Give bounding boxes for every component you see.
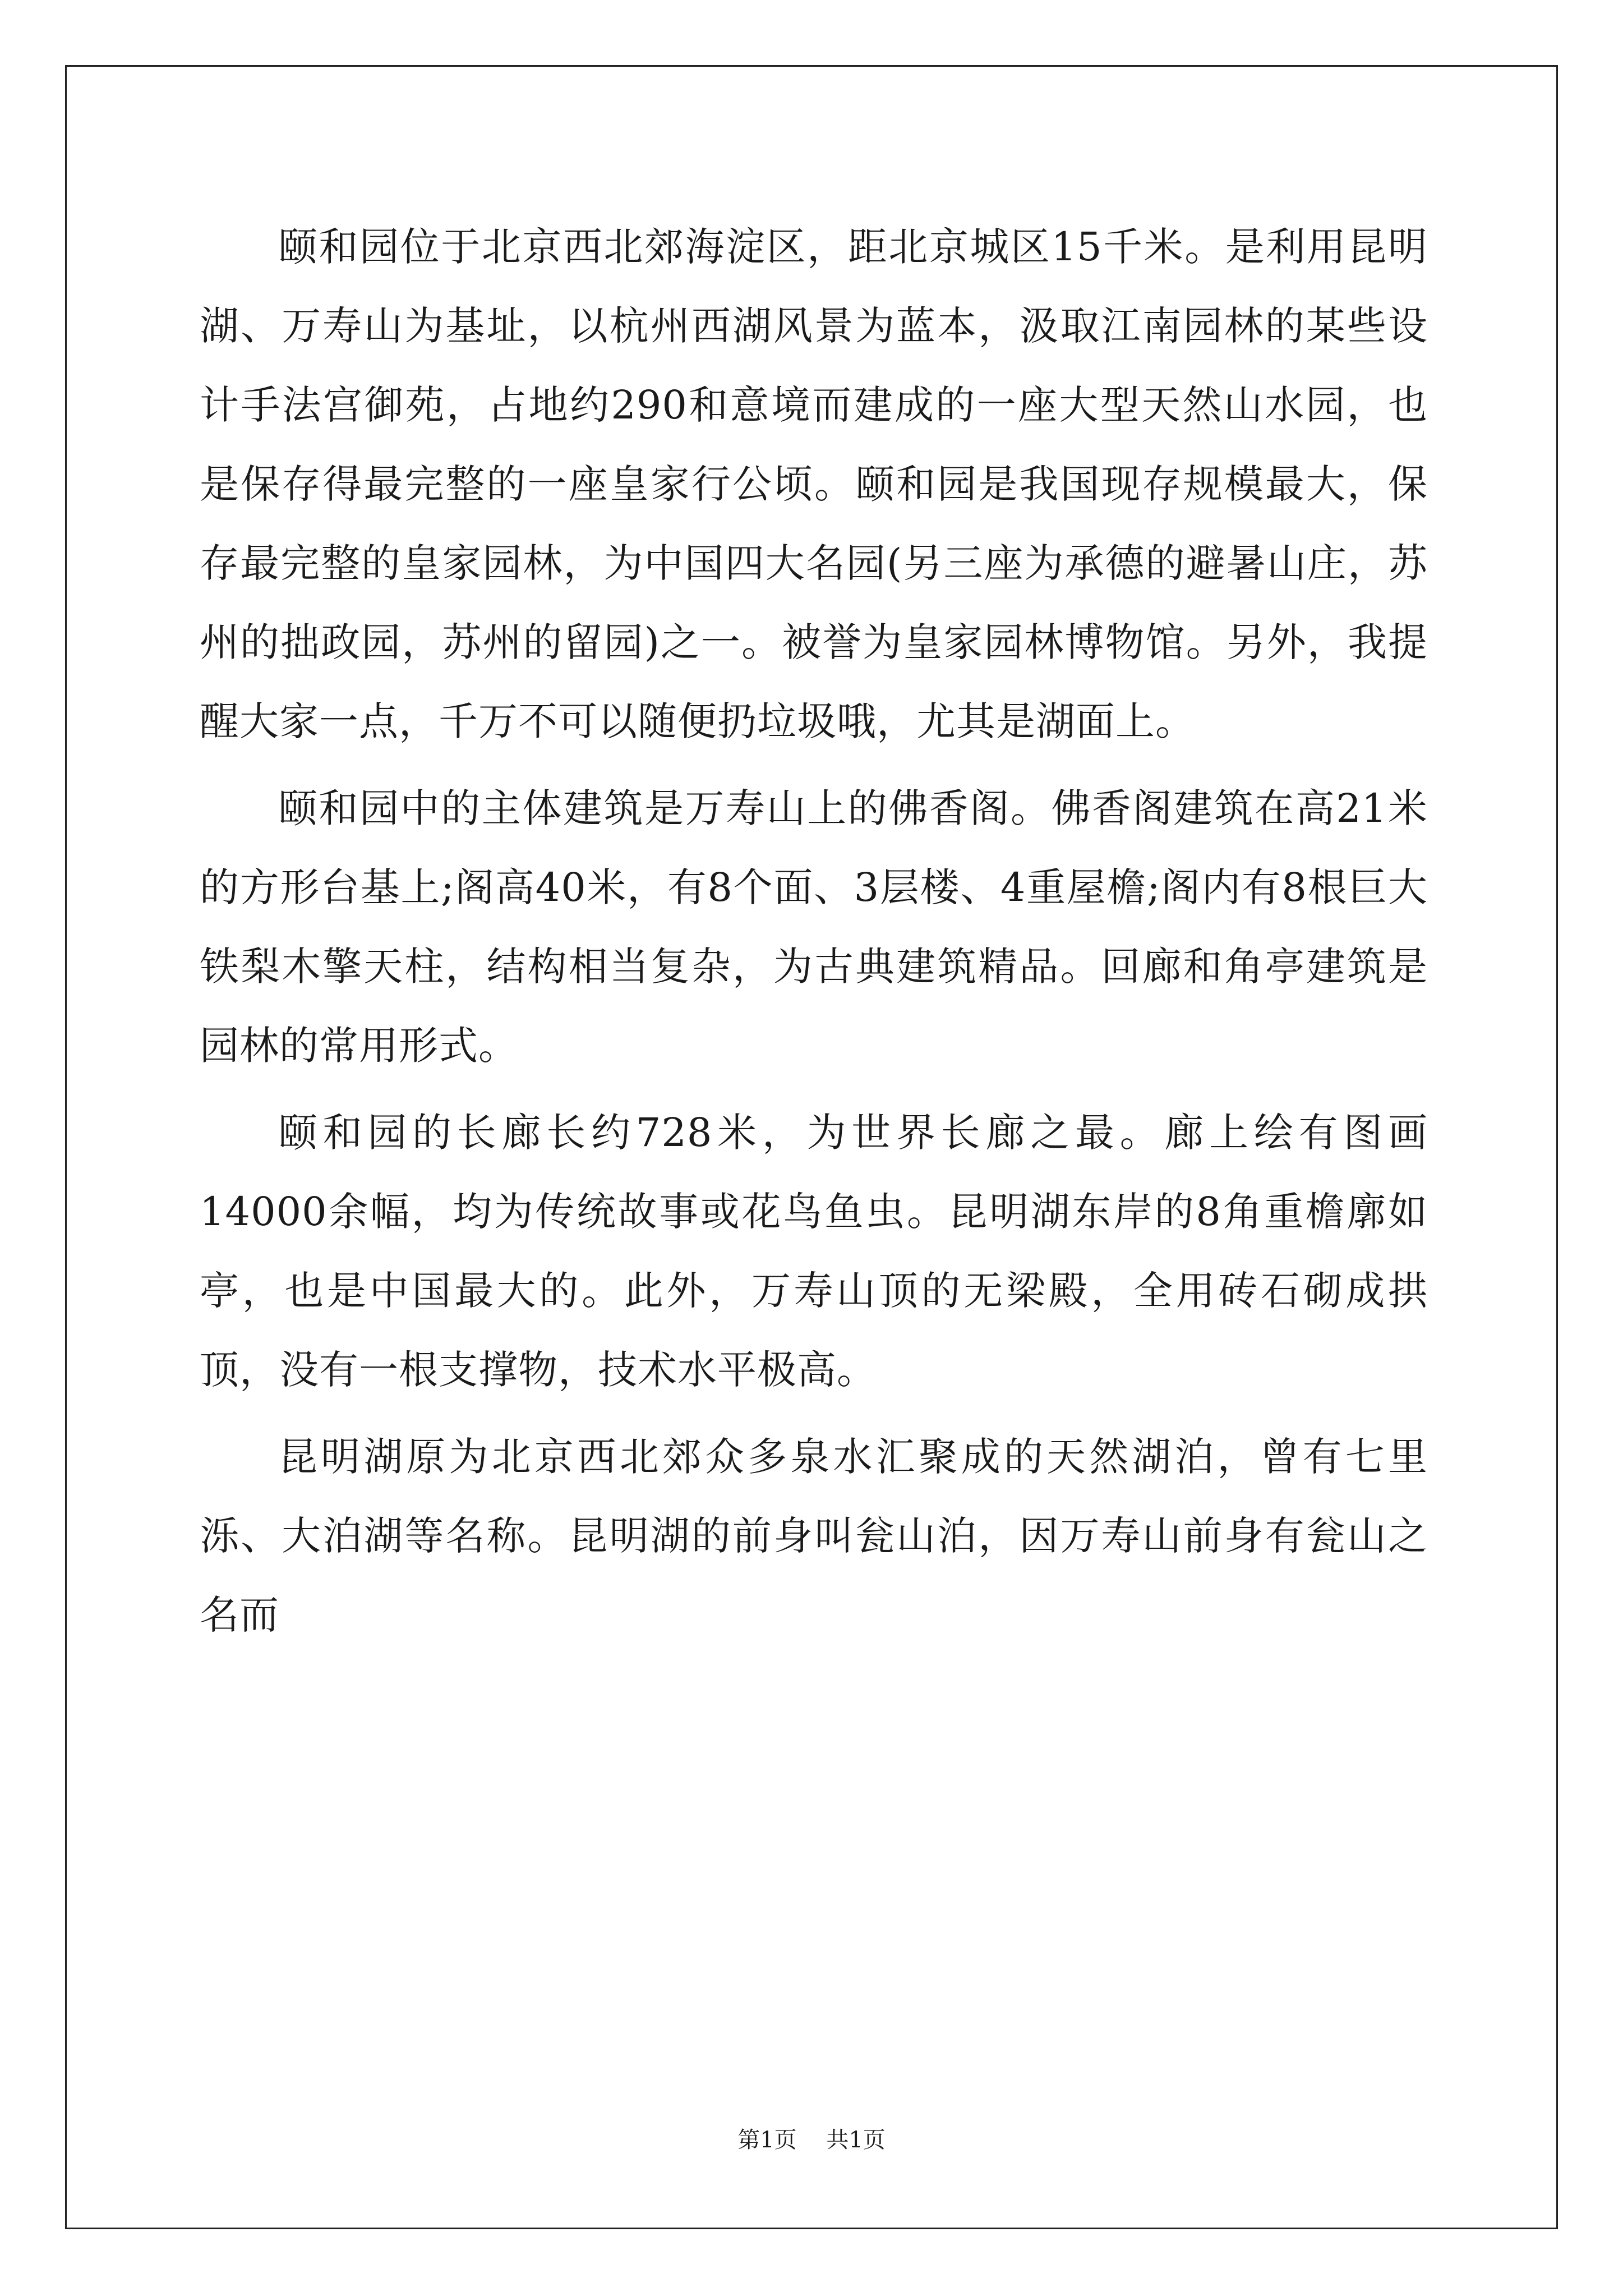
document-body — [200, 208, 1428, 1663]
paragraph-1: 颐和园位于北京西北郊海淀区，距北京城区15千米。是利用昆明湖、万寿山为基址，以杭州西湖风景为蓝本，汲取江南园林的某些设计手法宫御苑，占地约290和意境而建成的一座大型天然山水园，也是保存得最完整的一座皇家行公顷。颐和园是我国现存规模最大，保存最完整的皇家园林，为中国四大名园(另三座为承德的避暑山庄，苏州的拙政园，苏州的留园)之一。被誉为皇家园林博物馆。另外，我提醒大家一点，千万不可以随便扔垃圾哦，尤其是湖面上。 — [200, 224, 1428, 744]
page-footer — [0, 2126, 1623, 2154]
page-total: 共1页 — [826, 2127, 886, 2153]
paragraph-3: 颐和园的长廊长约728米，为世界长廊之最。廊上绘有图画14000余幅，均为传统故事或花鸟鱼虫。昆明湖东岸的8角重檐廓如亭，也是中国最大的。此外，万寿山顶的无梁殿，全用砖石砌成拱顶，没有一根支撑物，技术水平极高。 — [200, 1110, 1428, 1393]
paragraph-2: 颐和园中的主体建筑是万寿山上的佛香阁。佛香阁建筑在高21米的方形台基上;阁高40米，有8个面、3层楼、4重屋檐;阁内有8根巨大铁梨木擎天柱，结构相当复杂，为古典建筑精品。回廊和角亭建筑是园林的常用形式。 — [200, 785, 1428, 1069]
page-number: 第1页 — [737, 2127, 797, 2153]
paragraph-4: 昆明湖原为北京西北郊众多泉水汇聚成的天然湖泊，曾有七里泺、大泊湖等名称。昆明湖的前身叫瓮山泊，因万寿山前身有瓮山之名而 — [200, 1434, 1428, 1638]
